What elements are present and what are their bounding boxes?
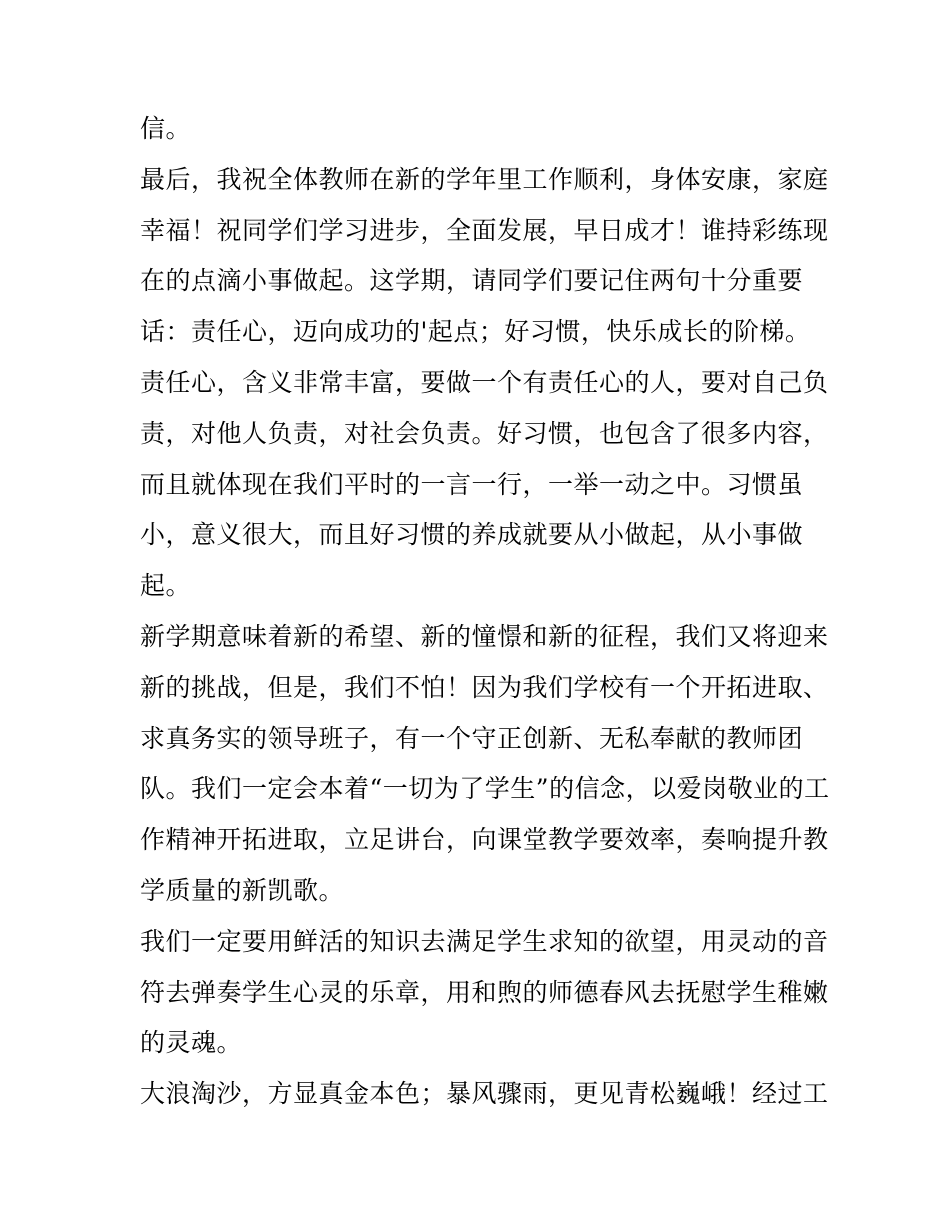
- text-line: 的灵魂。: [140, 1028, 243, 1058]
- text-line: 信。: [140, 114, 192, 143]
- text-line: 起。: [140, 571, 192, 601]
- text-line: 而且就体现在我们平时的一言一行，一举一动之中。习惯虽: [140, 469, 804, 499]
- text-line: 新的挑战，但是，我们不怕！因为我们学校有一个开拓进取、: [140, 672, 829, 702]
- text-line: 幸福！祝同学们学习进步，全面发展，早日成才！谁持彩练现: [140, 215, 829, 245]
- text-line: 最后，我祝全体教师在新的学年里工作顺利，身体安康，家庭: [140, 164, 829, 194]
- text-line: 队。我们一定会本着“一切为了学生”的信念，以爱岗敬业的工: [140, 774, 830, 804]
- text-line: 责，对他人负责，对社会负责。好习惯，也包含了很多内容，: [140, 418, 829, 448]
- body-text: [140, 104, 830, 1120]
- text-line: 我们一定要用鲜活的知识去满足学生求知的欲望，用灵动的音: [140, 926, 829, 956]
- text-line: 大浪淘沙，方显真金本色；暴风骤雨，更见青松巍峨！经过工: [140, 1079, 829, 1109]
- text-line: 学质量的新凯歌。: [140, 875, 345, 905]
- text-line: 责任心，含义非常丰富，要做一个有责任心的人，要对自己负: [140, 367, 829, 397]
- text-line: 小，意义很大，而且好习惯的养成就要从小做起，从小事做: [140, 520, 804, 550]
- text-line: 在的点滴小事做起。这学期，请同学们要记住两句十分重要: [140, 266, 804, 296]
- text-line: 作精神开拓进取，立足讲台，向课堂教学要效率，奏响提升教: [140, 825, 829, 855]
- text-line: 求真务实的领导班子，有一个守正创新、无私奉献的教师团: [140, 723, 804, 753]
- text-line: 符去弹奏学生心灵的乐章，用和煦的师德春风去抚慰学生稚嫩: [140, 977, 829, 1007]
- text-line: 话：责任心，迈向成功的'起点；好习惯，快乐成长的阶梯。: [140, 317, 811, 347]
- text-line: 新学期意味着新的希望、新的憧憬和新的征程，我们又将迎来: [140, 621, 829, 651]
